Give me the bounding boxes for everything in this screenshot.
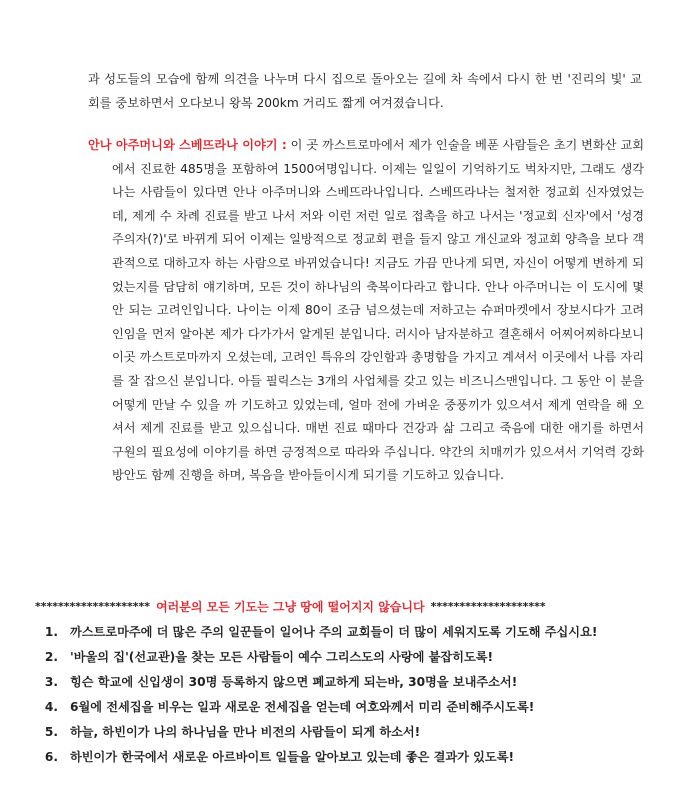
list-item-number: 6.	[44, 750, 58, 764]
story-heading: 안나 아주머니와 스베뜨라나 이야기 :	[88, 138, 287, 152]
list-item	[30, 721, 644, 744]
banner-stars-left: ********************	[35, 600, 151, 613]
list-item-number: 3.	[44, 675, 58, 689]
list-item-text: 하늘, 하빈이가 나의 하나님을 만나 비전의 사람들이 되게 하소서!	[70, 725, 421, 739]
prayer-banner	[35, 598, 635, 615]
list-item-text: 힝슨 학교에 신입생이 30명 등록하지 않으면 폐교하게 되는바, 30명을 보내주소서!	[70, 675, 518, 689]
story-body-text: 이 곳 까스트로마에서 제가 인술을 베푼 사람들은 초기 변화산 교회에서 진료한 485명을 포함하여 1500여명입니다. 이제는 일일이 기억하기도 벅차지만, 그래도 생각나는 사람들이 있다면 안나 아주머니와 스베뜨라나입니다. 스베뜨라나는 철저한 정교회 신자였었는데, 제게 수 차례 진료를 받고 나서 저와 이런 저런 일로 접촉을 하고 나서는 '정교회 신자'에서 '성경주의자(?)'로 바뀌게 되어 이제는 일방적으로 정교회 편을 들지 않고 개신교와 정교회 양측을 보다 객관적으로 대하고자 하는 사람으로 바뀌었습니다! 지금도 가끔 만나게 되면, 자신이 어떻게 변하게 되었는지를 담담히 얘기하며, 모든 것이 하나님의 축복이다라고 합니다. 안나 아주머니는 이 도시에 몇 안 되는 고려인입니다. 나이는 이제 80이 조금 넘으셨는데 저하고는 슈퍼마켓에서 장보시다가 고려인임을 먼저 알아본 제가 다가가서 알게된 분입니다. 러시아 남자분하고 결혼해서 어찌어찌하다보니 이곳 까스트로마까지 오셨는데, 고려인 특유의 강인함과 총명함을 가지고 계셔서 이곳에서 나름 자리를 잘 잡으신 분입니다. 아들 필릭스는 3개의 사업체를 갖고 있는 비즈니스맨입니다. 그 동안 이 분을 어떻게 만날 수 있을 까 기도하고 있었는데, 얼마 전에 가벼운 중풍끼가 있으셔서 제게 연락을 해 오셔서 제게 진료를 받고 있으십니다. 매번 진료 때마다 건강과 삶 그리고 죽음에 대한 애기를 하면서 구원의 필요성에 이야기를 하면 긍정적으로 따라와 주십니다. 약간의 치매끼가 있으셔서 기억력 강화 방안도 함께 진행을 하며, 복음을 받아들이시게 되기를 기도하고 있습니다.	[112, 138, 644, 483]
list-item	[30, 671, 644, 694]
list-item-number: 5.	[44, 725, 58, 739]
banner-title: 여러분의 모든 기도는 그냥 땅에 떨어지지 않습니다	[156, 600, 425, 614]
intro-paragraph: 과 성도들의 모습에 함께 의견을 나누며 다시 집으로 돌아오는 길에 차 속에서 다시 한 번 '진리의 빛' 교회를 중보하면서 오다보니 왕복 200km 거리도 짧게 여겨졌습니다.	[88, 72, 642, 110]
list-item-text: 6월에 전세집을 비우는 일과 새로운 전세집을 얻는데 여호와께서 미리 준비해주시도록!	[70, 700, 535, 714]
prayer-list	[30, 621, 644, 769]
list-item	[30, 696, 644, 719]
list-item	[30, 646, 644, 669]
list-item-number: 4.	[44, 700, 58, 714]
list-item-number: 2.	[44, 650, 58, 664]
list-item-text: '바울의 집'(선교관)을 찾는 모든 사람들이 예수 그리스도의 사랑에 붙잡히도록!	[70, 650, 494, 664]
list-item-number: 1.	[44, 625, 58, 639]
banner-stars-right: ********************	[430, 600, 546, 613]
story-section	[88, 134, 644, 488]
list-item-text: 하빈이가 한국에서 새로운 아르바이트 일들을 알아보고 있는데 좋은 결과가 있도록!	[70, 750, 515, 764]
list-item	[30, 621, 644, 644]
story-paragraph	[88, 134, 644, 488]
list-item	[30, 746, 644, 769]
list-item-text: 까스트로마주에 더 많은 주의 일꾼들이 일어나 주의 교회들이 더 많이 세워지도록 기도해 주십시요!	[70, 625, 598, 639]
